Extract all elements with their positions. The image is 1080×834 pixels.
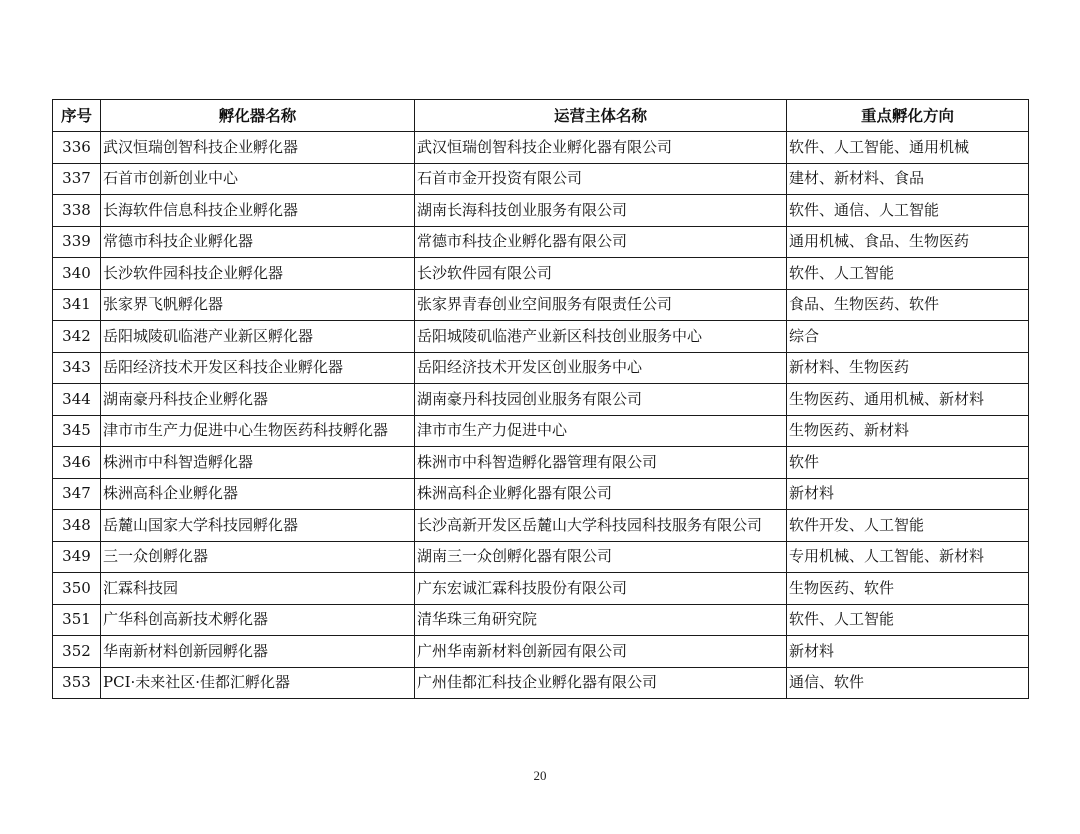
row-index: 338 bbox=[53, 195, 101, 227]
row-incubator-name: 株洲高科企业孵化器 bbox=[101, 478, 415, 510]
row-index: 344 bbox=[53, 384, 101, 416]
row-focus-direction: 软件、通信、人工智能 bbox=[787, 195, 1029, 227]
header-focus-direction: 重点孵化方向 bbox=[787, 100, 1029, 132]
row-focus-direction: 通信、软件 bbox=[787, 667, 1029, 699]
row-operator-name: 津市市生产力促进中心 bbox=[415, 415, 787, 447]
row-index: 346 bbox=[53, 447, 101, 479]
row-operator-name: 广州佳都汇科技企业孵化器有限公司 bbox=[415, 667, 787, 699]
row-incubator-name: 津市市生产力促进中心生物医药科技孵化器 bbox=[101, 415, 415, 447]
row-index: 339 bbox=[53, 226, 101, 258]
row-incubator-name: 华南新材料创新园孵化器 bbox=[101, 636, 415, 668]
incubator-table bbox=[52, 99, 1029, 699]
row-index: 351 bbox=[53, 604, 101, 636]
row-operator-name: 长沙软件园有限公司 bbox=[415, 258, 787, 290]
row-operator-name: 张家界青春创业空间服务有限责任公司 bbox=[415, 289, 787, 321]
table-row bbox=[53, 415, 1029, 447]
table-header-row bbox=[53, 100, 1029, 132]
row-index: 347 bbox=[53, 478, 101, 510]
row-operator-name: 株洲市中科智造孵化器管理有限公司 bbox=[415, 447, 787, 479]
table-header bbox=[53, 100, 1029, 132]
row-focus-direction: 软件 bbox=[787, 447, 1029, 479]
row-incubator-name: 岳麓山国家大学科技园孵化器 bbox=[101, 510, 415, 542]
row-incubator-name: 张家界飞帆孵化器 bbox=[101, 289, 415, 321]
table-row bbox=[53, 636, 1029, 668]
row-focus-direction: 生物医药、软件 bbox=[787, 573, 1029, 605]
row-operator-name: 广州华南新材料创新园有限公司 bbox=[415, 636, 787, 668]
row-incubator-name: 武汉恒瑞创智科技企业孵化器 bbox=[101, 132, 415, 164]
row-focus-direction: 软件、人工智能 bbox=[787, 604, 1029, 636]
header-incubator-name: 孵化器名称 bbox=[101, 100, 415, 132]
row-operator-name: 常德市科技企业孵化器有限公司 bbox=[415, 226, 787, 258]
table-row bbox=[53, 541, 1029, 573]
row-incubator-name: PCI·未来社区·佳都汇孵化器 bbox=[101, 667, 415, 699]
row-incubator-name: 岳阳城陵矶临港产业新区孵化器 bbox=[101, 321, 415, 353]
table-row bbox=[53, 510, 1029, 542]
row-incubator-name: 株洲市中科智造孵化器 bbox=[101, 447, 415, 479]
row-focus-direction: 软件、人工智能、通用机械 bbox=[787, 132, 1029, 164]
table-row bbox=[53, 195, 1029, 227]
header-operator-name: 运营主体名称 bbox=[415, 100, 787, 132]
table-row bbox=[53, 132, 1029, 164]
table-body bbox=[53, 132, 1029, 699]
row-operator-name: 湖南三一众创孵化器有限公司 bbox=[415, 541, 787, 573]
row-incubator-name: 长海软件信息科技企业孵化器 bbox=[101, 195, 415, 227]
row-incubator-name: 广华科创高新技术孵化器 bbox=[101, 604, 415, 636]
row-operator-name: 长沙高新开发区岳麓山大学科技园科技服务有限公司 bbox=[415, 510, 787, 542]
row-focus-direction: 食品、生物医药、软件 bbox=[787, 289, 1029, 321]
row-incubator-name: 湖南豪丹科技企业孵化器 bbox=[101, 384, 415, 416]
table-row bbox=[53, 478, 1029, 510]
row-incubator-name: 三一众创孵化器 bbox=[101, 541, 415, 573]
row-index: 340 bbox=[53, 258, 101, 290]
row-index: 345 bbox=[53, 415, 101, 447]
row-index: 350 bbox=[53, 573, 101, 605]
row-incubator-name: 长沙软件园科技企业孵化器 bbox=[101, 258, 415, 290]
row-index: 341 bbox=[53, 289, 101, 321]
row-index: 342 bbox=[53, 321, 101, 353]
table-row bbox=[53, 352, 1029, 384]
row-focus-direction: 建材、新材料、食品 bbox=[787, 163, 1029, 195]
row-operator-name: 清华珠三角研究院 bbox=[415, 604, 787, 636]
row-incubator-name: 石首市创新创业中心 bbox=[101, 163, 415, 195]
table-row bbox=[53, 163, 1029, 195]
row-focus-direction: 新材料 bbox=[787, 478, 1029, 510]
row-focus-direction: 生物医药、通用机械、新材料 bbox=[787, 384, 1029, 416]
row-focus-direction: 通用机械、食品、生物医药 bbox=[787, 226, 1029, 258]
table-row bbox=[53, 384, 1029, 416]
row-operator-name: 岳阳城陵矶临港产业新区科技创业服务中心 bbox=[415, 321, 787, 353]
row-index: 343 bbox=[53, 352, 101, 384]
row-index: 337 bbox=[53, 163, 101, 195]
table-row bbox=[53, 667, 1029, 699]
table-row bbox=[53, 258, 1029, 290]
row-operator-name: 湖南长海科技创业服务有限公司 bbox=[415, 195, 787, 227]
table-row bbox=[53, 226, 1029, 258]
table-row bbox=[53, 573, 1029, 605]
row-focus-direction: 软件开发、人工智能 bbox=[787, 510, 1029, 542]
page-number: 20 bbox=[533, 768, 547, 783]
table-row bbox=[53, 447, 1029, 479]
table-row bbox=[53, 289, 1029, 321]
row-index: 352 bbox=[53, 636, 101, 668]
table-row bbox=[53, 321, 1029, 353]
row-operator-name: 石首市金开投资有限公司 bbox=[415, 163, 787, 195]
table-row bbox=[53, 604, 1029, 636]
row-focus-direction: 综合 bbox=[787, 321, 1029, 353]
row-operator-name: 株洲高科企业孵化器有限公司 bbox=[415, 478, 787, 510]
row-incubator-name: 汇霖科技园 bbox=[101, 573, 415, 605]
row-incubator-name: 常德市科技企业孵化器 bbox=[101, 226, 415, 258]
row-index: 348 bbox=[53, 510, 101, 542]
row-incubator-name: 岳阳经济技术开发区科技企业孵化器 bbox=[101, 352, 415, 384]
row-index: 349 bbox=[53, 541, 101, 573]
row-focus-direction: 软件、人工智能 bbox=[787, 258, 1029, 290]
row-index: 336 bbox=[53, 132, 101, 164]
row-operator-name: 武汉恒瑞创智科技企业孵化器有限公司 bbox=[415, 132, 787, 164]
row-focus-direction: 生物医药、新材料 bbox=[787, 415, 1029, 447]
row-focus-direction: 新材料、生物医药 bbox=[787, 352, 1029, 384]
row-index: 353 bbox=[53, 667, 101, 699]
row-operator-name: 湖南豪丹科技园创业服务有限公司 bbox=[415, 384, 787, 416]
row-focus-direction: 专用机械、人工智能、新材料 bbox=[787, 541, 1029, 573]
row-operator-name: 岳阳经济技术开发区创业服务中心 bbox=[415, 352, 787, 384]
header-index: 序号 bbox=[53, 100, 101, 132]
row-operator-name: 广东宏诚汇霖科技股份有限公司 bbox=[415, 573, 787, 605]
row-focus-direction: 新材料 bbox=[787, 636, 1029, 668]
